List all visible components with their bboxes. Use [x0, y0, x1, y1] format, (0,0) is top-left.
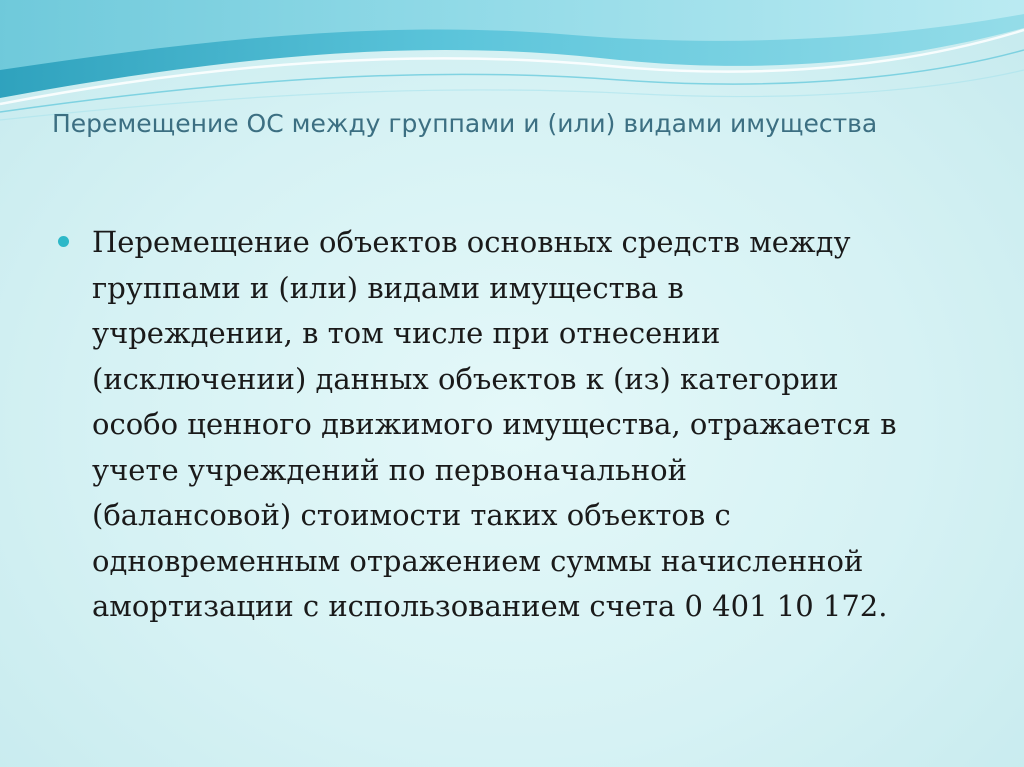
bullet-text — [92, 220, 976, 630]
bullet-line: Перемещение объектов основных средств между — [92, 225, 851, 259]
bullet-icon — [58, 236, 69, 247]
bullet-line: одновременным отражением суммы начисленной — [92, 543, 864, 578]
slide-title: Перемещение ОС между группами и (или) видами имущества — [52, 109, 878, 138]
bullet-line: группами и (или) видами имущества в — [92, 270, 684, 305]
bullet-line: амортизации с использованием счета 0 401 10 172. — [92, 589, 888, 623]
bullet-line: учреждении, в том числе при отнесении — [92, 316, 721, 350]
bullet-line: учете учреждений по первоначальной — [92, 452, 687, 487]
bullet-line: (исключении) данных объектов к (из) категории — [92, 361, 839, 396]
bullet-line: особо ценного движимого имущества, отражается в — [92, 407, 897, 441]
bullet-line: (балансовой) стоимости таких объектов с — [92, 498, 731, 532]
bullet-item — [56, 220, 976, 630]
content-area — [56, 220, 976, 630]
